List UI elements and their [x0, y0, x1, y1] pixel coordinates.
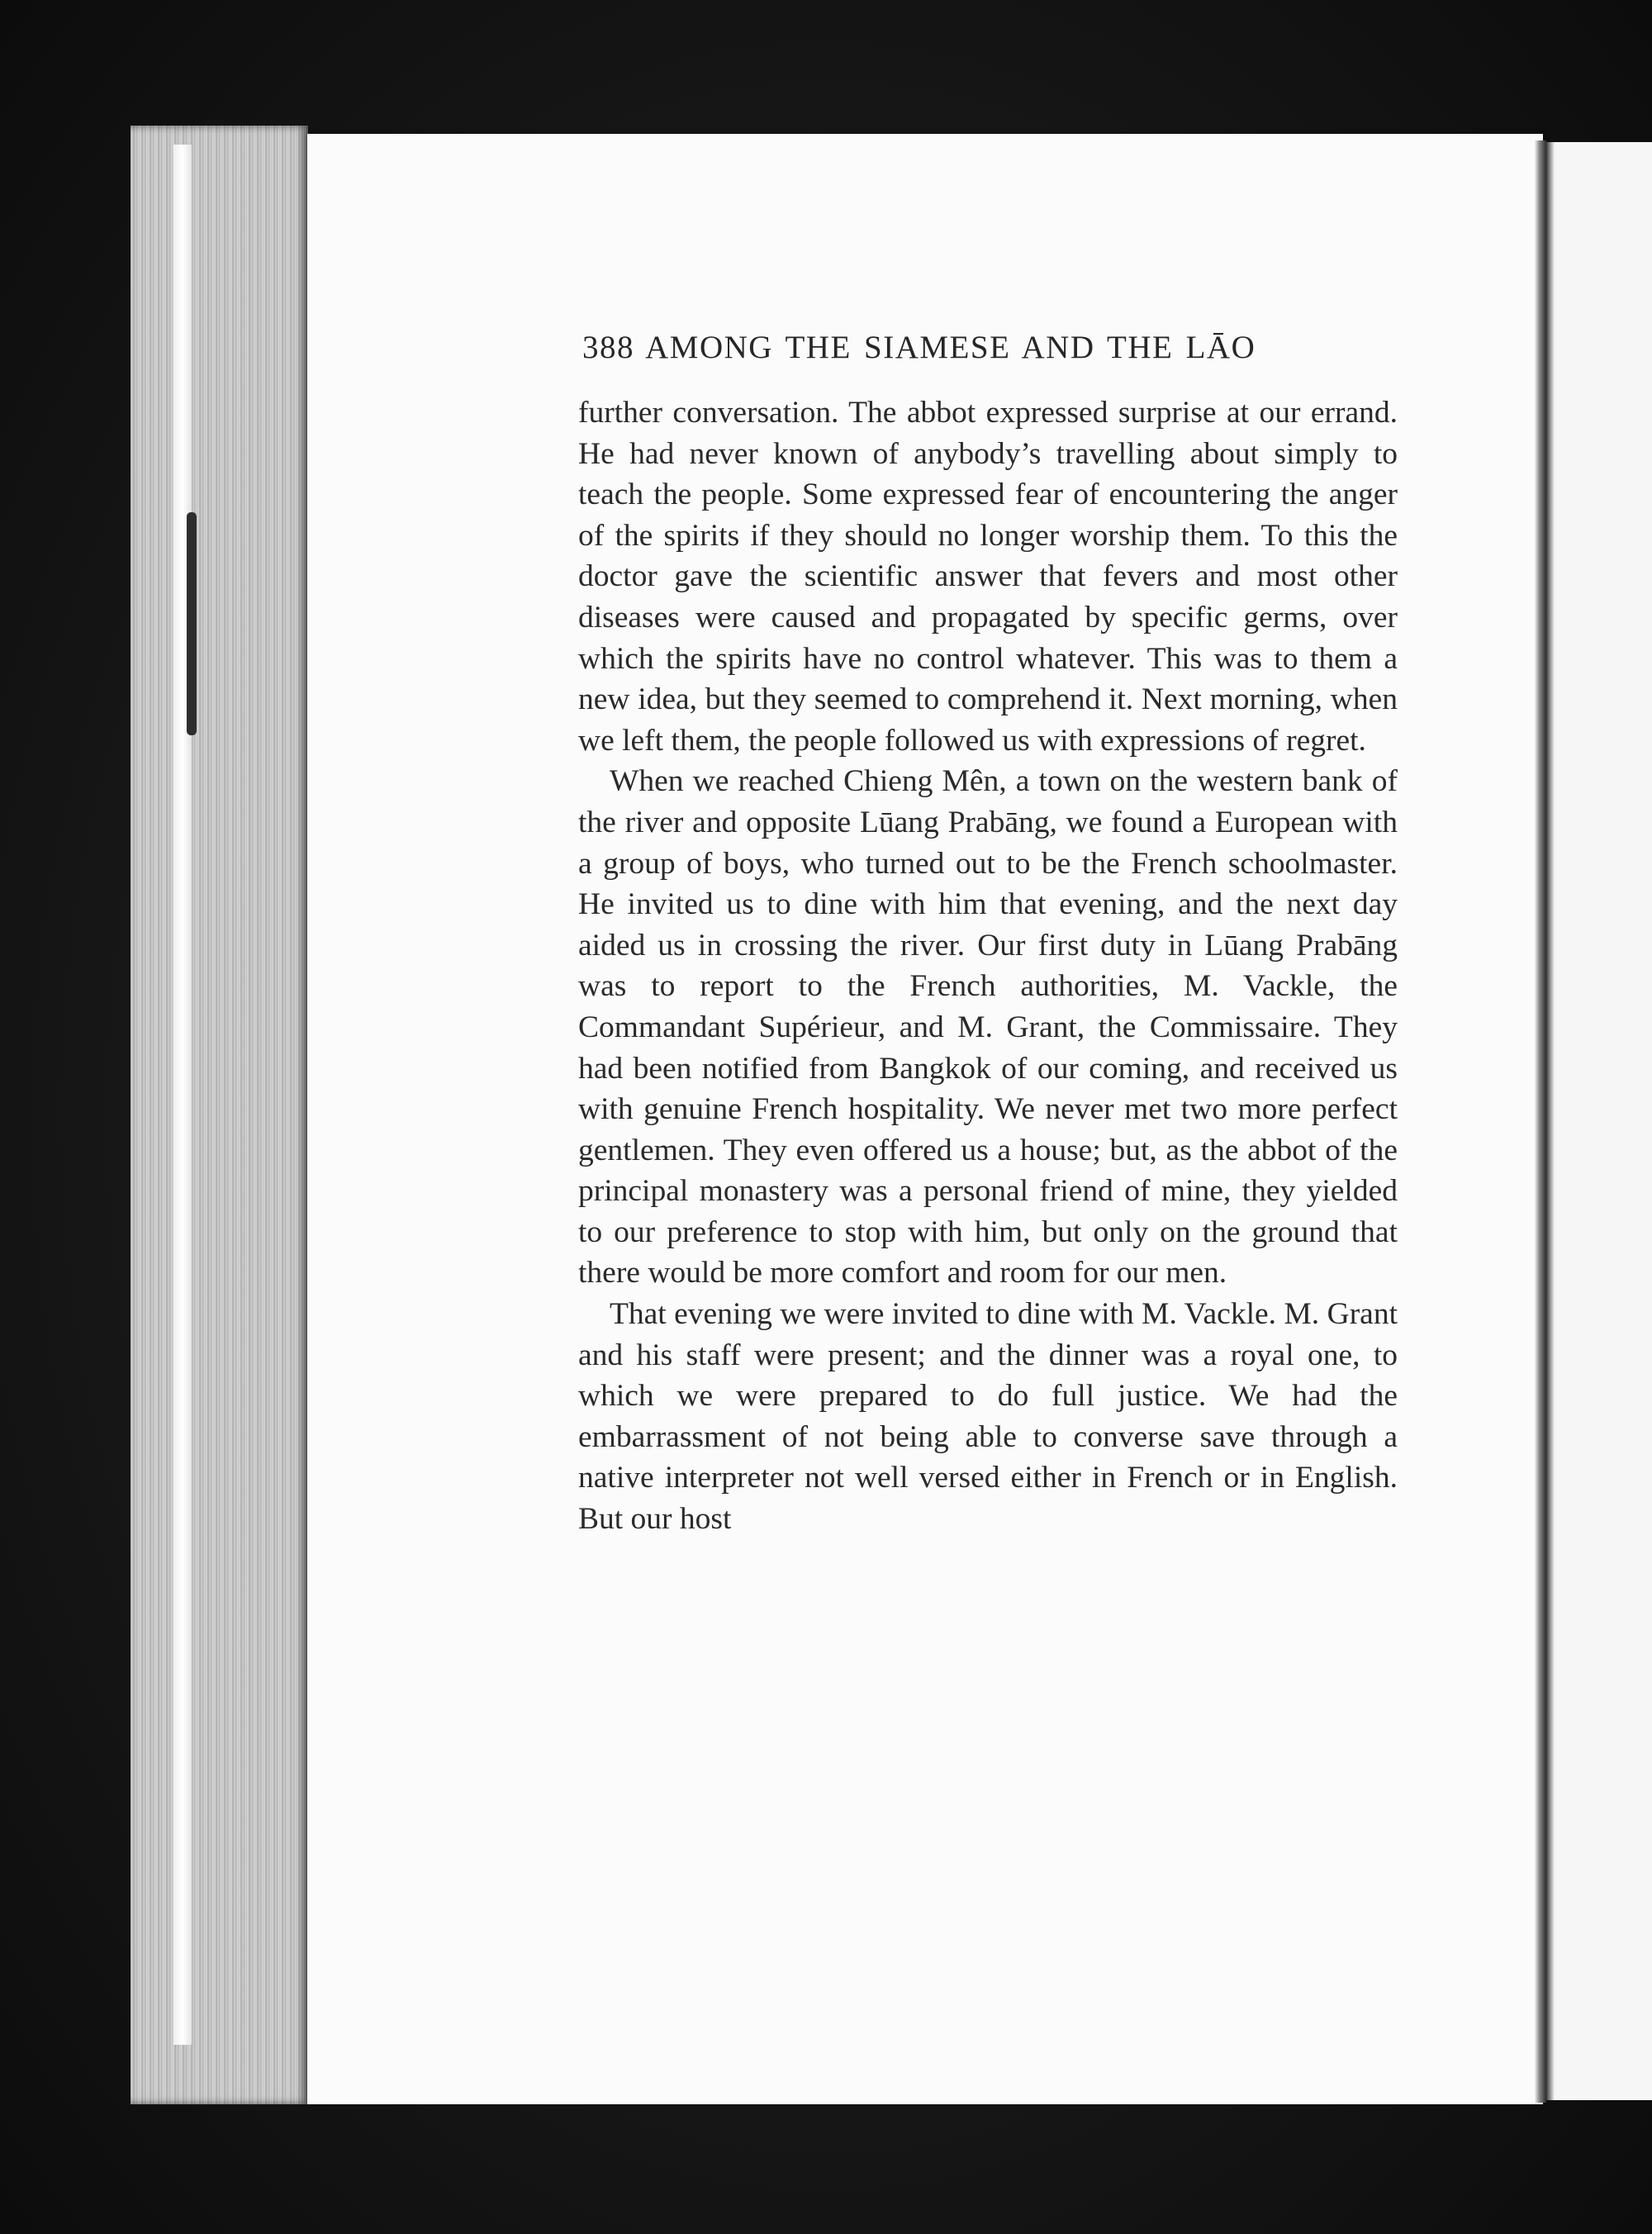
page-edge-highlight	[173, 145, 192, 2045]
body-text	[578, 392, 1398, 1540]
paragraph-2: When we reached Chieng Mên, a town on the western bank of the river and opposite Lūang Prabāng, we found a European with a group of boys, who turned out to be the French schoolmaster. He invited us to dine with him that evening, and the next day aided us in crossing the river. Our first duty in Lūang Prabāng was to report to the French authorities, M. Vackle, the Commandant Supérieur, and M. Grant, the Commissaire. They had been notified from Bangkok of our coming, and received us with genuine French hospitality. We never met two more perfect gentlemen. They even offered us a house; but, as the abbot of the principal monastery was a personal friend of mine, they yielded to our preference to stop with him, but only on the ground that there would be more comfort and room for our men.	[578, 764, 1398, 1290]
page-edges	[131, 126, 308, 2104]
book-gutter	[1535, 140, 1546, 2103]
facing-page	[1546, 142, 1652, 2100]
paragraph-3: That evening we were invited to dine with M. Vackle. M. Grant and his staff were present; and the dinner was a royal one, to which we were prepared to do full justice. We had the embarrassment of not being able to converse save through a native interpreter not well versed either in French or in English. But our host	[578, 1297, 1398, 1537]
facing-page-shadow	[1546, 142, 1555, 2100]
bookmark-ribbon	[187, 512, 197, 735]
running-head: 388 AMONG THE SIAMESE AND THE LĀO	[582, 330, 1256, 365]
paragraph-1: further conversation. The abbot expressed surprise at our errand. He had never known of anybody’s travelling about simply to teach the people. Some expressed fear of encountering the anger of the spirits if they should no longer worship them. To this the doctor gave the scientific answer that fevers and most other diseases were caused and propagated by specific germs, over which the spirits have no control whatever. This was to them a new idea, but they seemed to comprehend it. Next morning, when we left them, the people followed us with expressions of regret.	[578, 396, 1398, 758]
